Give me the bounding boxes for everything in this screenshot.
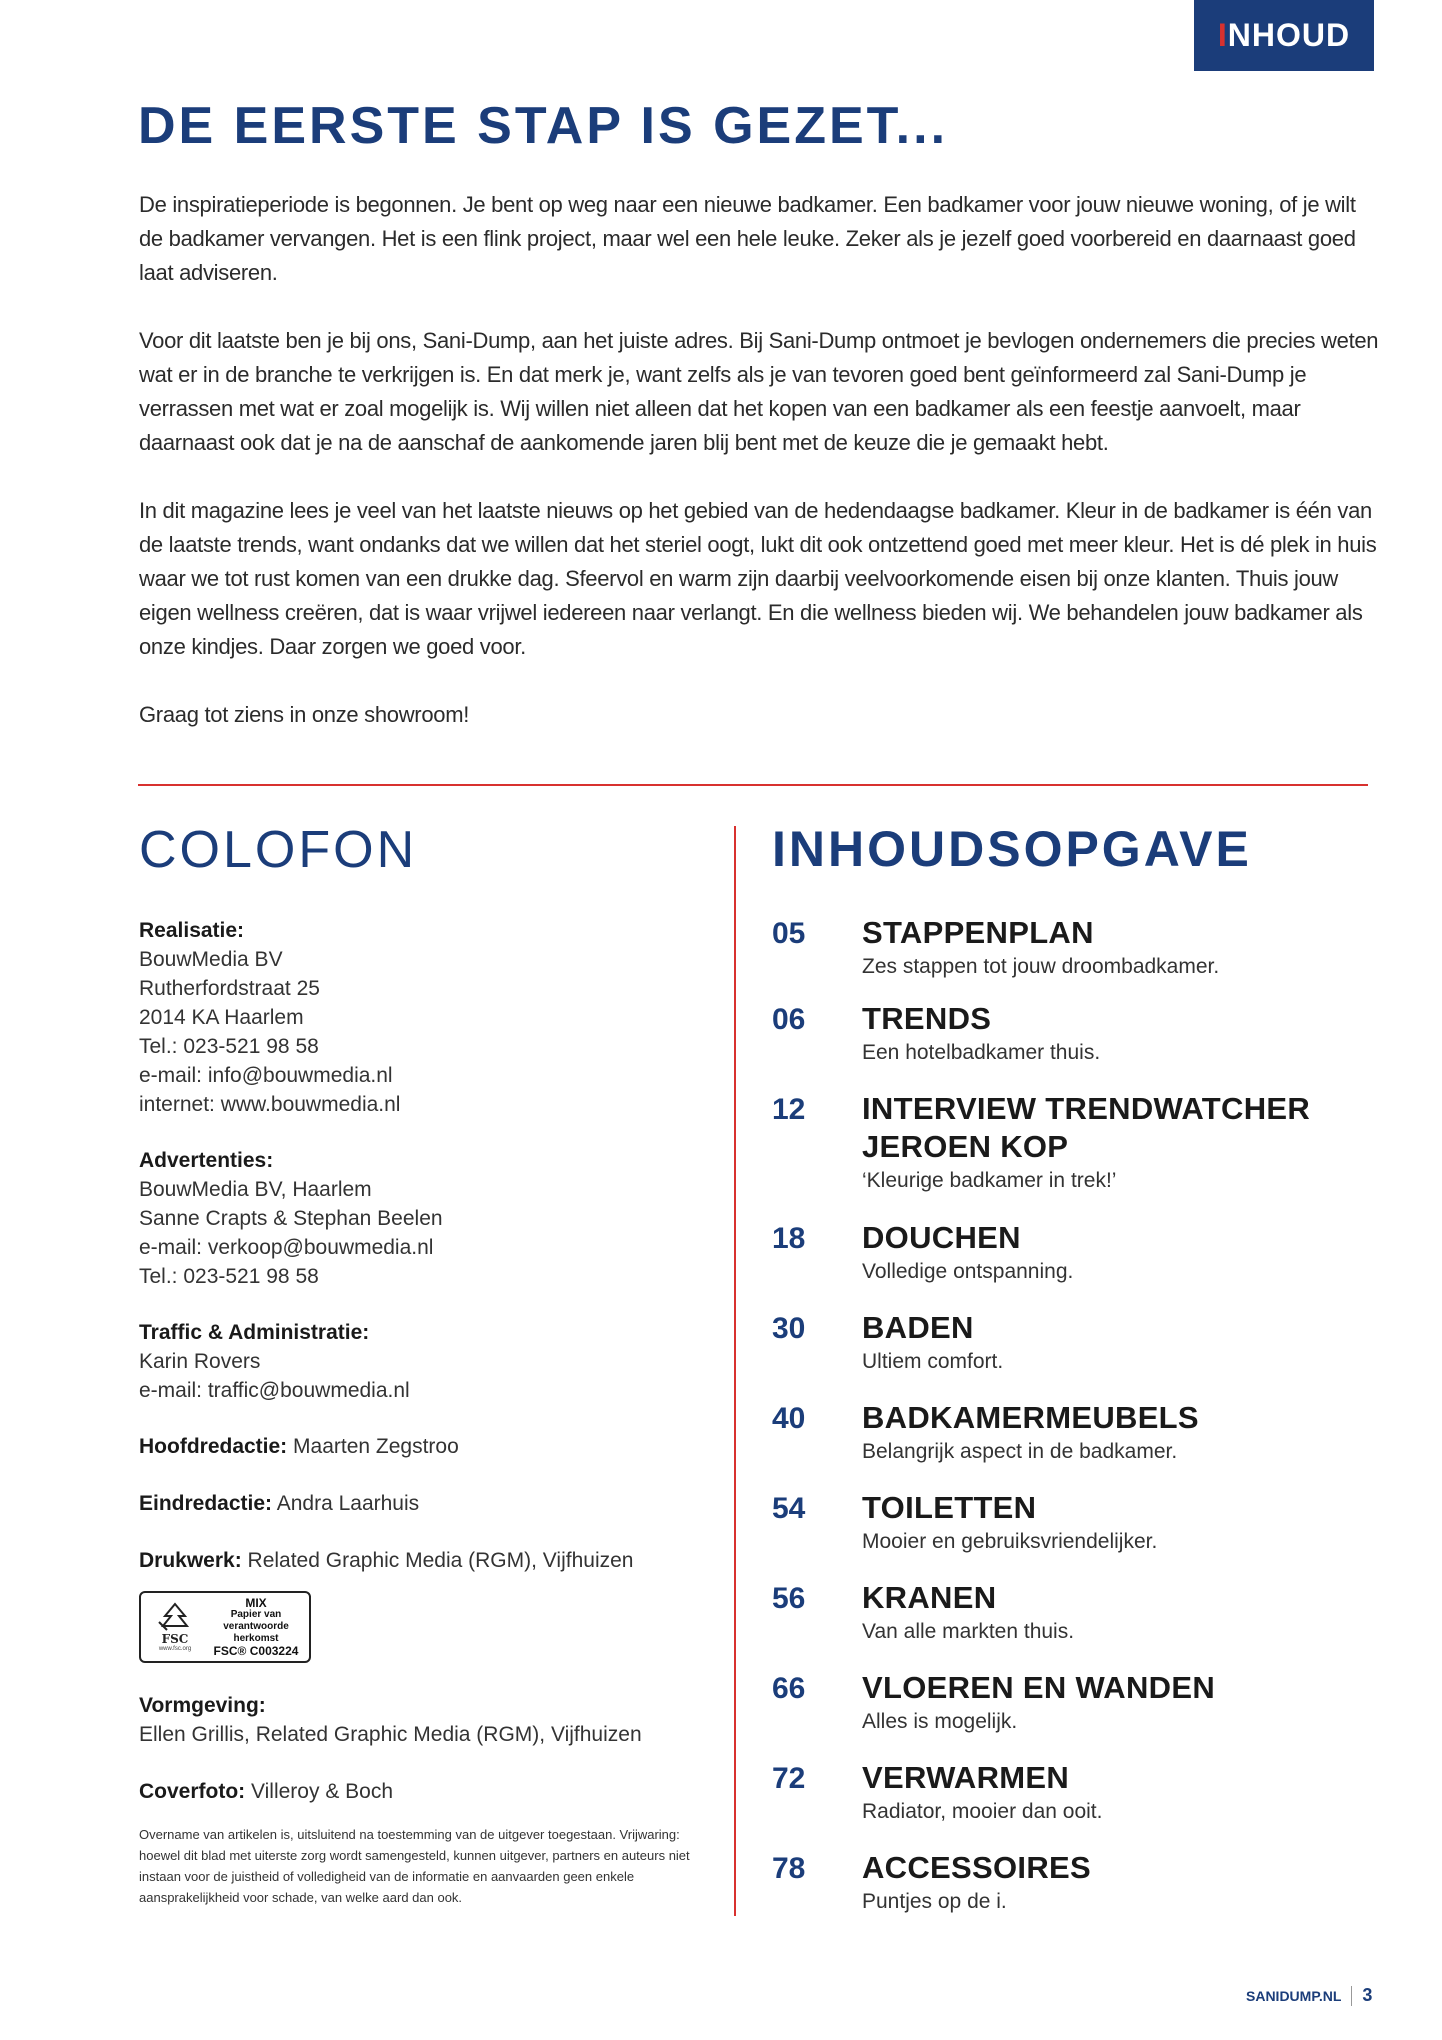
- fsc-code: FSC® C003224: [213, 1644, 299, 1658]
- column-divider: [734, 826, 736, 1916]
- drukwerk-value: Related Graphic Media (RGM), Vijfhuizen: [241, 1549, 634, 1572]
- horizontal-divider: [138, 784, 1368, 786]
- hoofdredactie-label: Hoofdredactie:: [139, 1435, 288, 1458]
- traffic-label: Traffic & Administratie:: [139, 1321, 370, 1344]
- toc-item-title-line2: JEROEN KOP: [862, 1129, 1069, 1164]
- advertenties-line: Sanne Crapts & Stephan Beelen: [139, 1207, 443, 1230]
- section-tab-rest: NHOUD: [1227, 17, 1351, 53]
- intro-paragraph: Graag tot ziens in onze showroom!: [139, 702, 470, 727]
- toc-item-subtitle: ‘Kleurige badkamer in trek!’: [862, 1169, 1117, 1192]
- colofon-realisatie: [139, 916, 719, 1119]
- toc-item-title: INTERVIEW TRENDWATCHER: [862, 1091, 1311, 1126]
- toc-page-number: 18: [772, 1222, 806, 1255]
- toc-item-title: BADKAMERMEUBELS: [862, 1400, 1199, 1435]
- fsc-tree-graphic: [155, 1602, 195, 1632]
- vormgeving-label: Vormgeving:: [139, 1694, 266, 1717]
- toc-page-number: 30: [772, 1312, 806, 1345]
- colofon-eindredactie: [139, 1489, 719, 1518]
- toc-item-title: VERWARMEN: [862, 1760, 1070, 1795]
- page-heading: DE EERSTE STAP IS GEZET...: [138, 97, 949, 155]
- table-of-contents: [772, 820, 1392, 1913]
- toc-item-subtitle: Zes stappen tot jouw droombadkamer.: [862, 955, 1220, 978]
- toc-item-title: DOUCHEN: [862, 1220, 1021, 1255]
- toc-item[interactable]: [772, 1669, 1215, 1737]
- page-footer: [1246, 1985, 1372, 2006]
- colofon-hoofdredactie: [139, 1432, 719, 1461]
- toc-item[interactable]: [772, 914, 1219, 982]
- toc-item-title: STAPPENPLAN: [862, 915, 1094, 950]
- fsc-site: www.fsc.org: [158, 1646, 192, 1652]
- toc-item-subtitle: Belangrijk aspect in de badkamer.: [862, 1440, 1178, 1463]
- toc-item[interactable]: [772, 1489, 1157, 1557]
- section-tab-first-letter: I: [1217, 17, 1228, 53]
- hoofdredactie-value: Maarten Zegstroo: [287, 1435, 459, 1458]
- colofon-vormgeving: [139, 1691, 719, 1749]
- realisatie-line: e-mail: info@bouwmedia.nl: [139, 1064, 393, 1087]
- intro-paragraph: De inspiratieperiode is begonnen. Je bent op weg naar een nieuwe badkamer. Een badkamer voor jouw nieuwe woning, of je wilt de badkamer vervangen. Het is een flink project, maar wel een hele leuke. Zeker als je jezelf goed voorbereid en daarnaast goed laat adviseren.: [139, 192, 1356, 285]
- footer-separator: [1351, 1986, 1352, 2006]
- traffic-line: Karin Rovers: [139, 1350, 261, 1373]
- colofon-traffic: [139, 1318, 719, 1405]
- advertenties-line: Tel.: 023-521 98 58: [139, 1265, 319, 1288]
- toc-page-number: 05: [772, 917, 806, 950]
- realisatie-line: internet: www.bouwmedia.nl: [139, 1093, 401, 1116]
- toc-item[interactable]: [772, 1309, 1003, 1377]
- colofon-advertenties: [139, 1146, 719, 1291]
- fsc-tree-icon: [147, 1595, 203, 1659]
- toc-item[interactable]: [772, 1759, 1102, 1827]
- toc-item-title: ACCESSOIRES: [862, 1850, 1091, 1885]
- toc-page-number: 72: [772, 1762, 806, 1795]
- toc-page-number: 66: [772, 1672, 806, 1705]
- intro-paragraph: Voor dit laatste ben je bij ons, Sani-Dump, aan het juiste adres. Bij Sani-Dump ontmoet je bevlogen ondernemers die precies weten wat er in de branche te verkrijgen is. En dat merk je, want zelfs als je van tevoren goed bent geïnformeerd zal Sani-Dump je verrassen met wat er zoal mogelijk is. Wij willen niet alleen dat het kopen van een badkamer als een feestje aanvoelt, maar daarnaast ook dat je na de aanschaf de aankomende jaren blij bent met de keuze die je gemaakt hebt.: [139, 328, 1379, 455]
- toc-item-subtitle: Ultiem comfort.: [862, 1350, 1004, 1373]
- toc-item[interactable]: [772, 1399, 1199, 1467]
- toc-item[interactable]: [772, 1219, 1073, 1287]
- colofon-drukwerk: [139, 1546, 719, 1575]
- colofon-coverfoto: [139, 1777, 719, 1806]
- vormgeving-value: Ellen Grillis, Related Graphic Media (RGM), Vijfhuizen: [139, 1723, 642, 1746]
- realisatie-line: Rutherfordstraat 25: [139, 977, 320, 1000]
- fsc-text: [203, 1597, 309, 1657]
- toc-item[interactable]: [772, 1090, 1310, 1196]
- colofon-title: COLOFON: [139, 821, 418, 879]
- toc-item-title: BADEN: [862, 1310, 974, 1345]
- realisatie-line: Tel.: 023-521 98 58: [139, 1035, 319, 1058]
- toc-page-number: 06: [772, 1003, 806, 1036]
- disclaimer: Overname van artikelen is, uitsluitend na toestemming van de uitgever toegestaan. Vrijwaring: hoewel dit blad met uiterste zorg wordt samengesteld, kunnen uitgever, partners en auteurs niet instaan voor de juistheid of volledigheid van de informatie en aanvaarden geen enkele aansprakelijkheid voor schade, van welke aard dan ook.: [139, 1827, 690, 1905]
- coverfoto-value: Villeroy & Boch: [245, 1780, 394, 1803]
- fsc-line2: verantwoorde herkomst: [223, 1621, 289, 1644]
- toc-item-subtitle: Volledige ontspanning.: [862, 1260, 1074, 1283]
- section-tab: [1194, 0, 1374, 71]
- drukwerk-label: Drukwerk:: [139, 1549, 242, 1572]
- toc-item-title: VLOEREN EN WANDEN: [862, 1670, 1216, 1705]
- toc-item-subtitle: Radiator, mooier dan ooit.: [862, 1800, 1103, 1823]
- toc-item-title: KRANEN: [862, 1580, 997, 1615]
- advertenties-label: Advertenties:: [139, 1149, 274, 1172]
- toc-item-subtitle: Alles is mogelijk.: [862, 1710, 1018, 1733]
- toc-page-number: 54: [772, 1492, 806, 1525]
- toc-item-title: TOILETTEN: [862, 1490, 1037, 1525]
- toc-page-number: 40: [772, 1402, 806, 1435]
- toc-item-subtitle: Puntjes op de i.: [862, 1890, 1007, 1913]
- toc-page-number: 12: [772, 1093, 806, 1126]
- realisatie-line: BouwMedia BV: [139, 948, 283, 971]
- toc-item-subtitle: Van alle markten thuis.: [862, 1620, 1075, 1643]
- realisatie-label: Realisatie:: [139, 919, 245, 942]
- traffic-line: e-mail: traffic@bouwmedia.nl: [139, 1379, 410, 1402]
- toc-item-subtitle: Mooier en gebruiksvriendelijker.: [862, 1530, 1158, 1553]
- footer-site: SANIDUMP.NL: [1246, 1987, 1342, 2004]
- intro-paragraph: In dit magazine lees je veel van het laatste nieuws op het gebied van de hedendaagse badkamer. Kleur in de badkamer is één van de laatste trends, want ondanks dat we willen dat het steriel oogt, lukt dit ook ontzettend goed met meer kleur. Het is dé plek in huis waar we tot rust komen van een drukke dag. Sfeervol en warm zijn daarbij veelvoorkomende eisen bij onze klanten. Thuis jouw eigen wellness creëren, dat is waar vrijwel iedereen naar verlangt. En die wellness bieden wij. We behandelen jouw badkamer als onze kindjes. Daar zorgen we goed voor.: [139, 498, 1377, 659]
- advertenties-line: e-mail: verkoop@bouwmedia.nl: [139, 1236, 434, 1259]
- toc-page-number: 78: [772, 1852, 806, 1885]
- toc-item[interactable]: [772, 1849, 1091, 1917]
- toc-item[interactable]: [772, 1000, 1100, 1068]
- coverfoto-label: Coverfoto:: [139, 1780, 246, 1803]
- toc-item-title: TRENDS: [862, 1001, 992, 1036]
- page-number: 3: [1362, 1985, 1373, 2005]
- fsc-mix: MIX: [245, 1596, 267, 1610]
- fsc-logo-text: FSC: [161, 1632, 189, 1646]
- eindredactie-label: Eindredactie:: [139, 1492, 273, 1515]
- colofon-section: [139, 820, 719, 1908]
- eindredactie-value: Andra Laarhuis: [272, 1492, 420, 1515]
- toc-page-number: 56: [772, 1582, 806, 1615]
- realisatie-line: 2014 KA Haarlem: [139, 1006, 304, 1029]
- fsc-label: [139, 1591, 311, 1663]
- advertenties-line: BouwMedia BV, Haarlem: [139, 1178, 372, 1201]
- fsc-line1: Papier van: [230, 1609, 282, 1620]
- toc-item[interactable]: [772, 1579, 1074, 1647]
- toc-item-subtitle: Een hotelbadkamer thuis.: [862, 1041, 1101, 1064]
- toc-title: INHOUDSOPGAVE: [772, 821, 1252, 877]
- intro-text: [139, 188, 1379, 766]
